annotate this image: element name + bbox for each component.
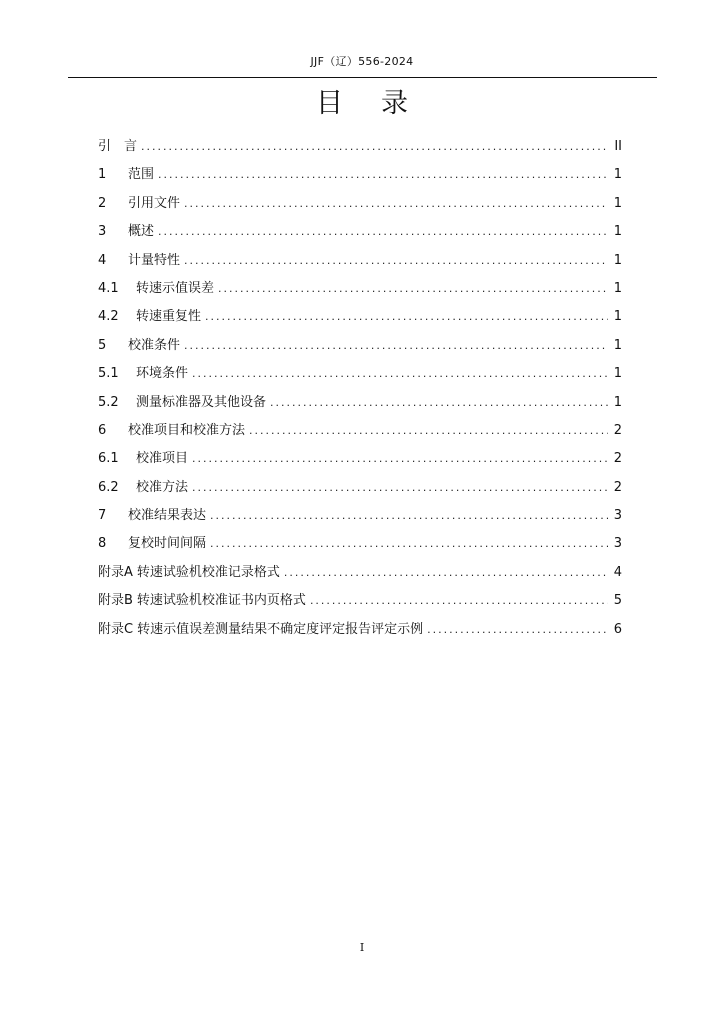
toc-entry-label: 环境条件 xyxy=(136,366,189,382)
toc-entry-page: 6 xyxy=(613,621,622,637)
toc-entry-label: 校准结果表达 xyxy=(128,508,207,524)
toc-entry-appendix-a[interactable] xyxy=(98,559,622,587)
toc-entry-page: 3 xyxy=(613,508,622,524)
toc-entry-page: 2 xyxy=(613,479,622,495)
toc-entry-page: 1 xyxy=(613,309,622,325)
toc-entry-page: 1 xyxy=(613,195,622,211)
leader-dots xyxy=(192,360,608,388)
toc-entry-label: 校准项目和校准方法 xyxy=(128,422,246,438)
toc-entry-label: 计量特性 xyxy=(128,252,181,268)
leader-dots xyxy=(205,303,608,331)
toc-entry-number: 附录A xyxy=(98,564,133,580)
toc-entry-introduction[interactable] xyxy=(98,133,622,161)
toc-entry-2[interactable] xyxy=(98,190,622,218)
toc-entry-1[interactable] xyxy=(98,161,622,189)
toc-entry-page: 1 xyxy=(613,337,622,353)
toc-entry-page: 1 xyxy=(613,224,622,240)
toc-entry-6-1[interactable] xyxy=(98,445,622,473)
toc-entry-6[interactable] xyxy=(98,417,622,445)
toc-entry-label: 转速试验机校准证书内页格式 xyxy=(136,593,306,609)
leader-dots xyxy=(210,530,608,558)
toc-entry-page: 2 xyxy=(613,422,622,438)
toc-entry-page: 4 xyxy=(613,564,622,580)
toc-entry-number: 5.2 xyxy=(98,394,119,410)
leader-dots xyxy=(184,190,608,218)
toc-entry-label: 转速示值误差测量结果不确定度评定报告评定示例 xyxy=(137,621,424,637)
toc-entry-page: II xyxy=(614,139,622,154)
toc-entry-page: 1 xyxy=(613,366,622,382)
toc-entry-4[interactable] xyxy=(98,247,622,275)
toc-entry-page: 2 xyxy=(613,451,622,467)
toc-title: 目录 xyxy=(316,88,446,119)
page-number: I xyxy=(359,941,365,954)
toc-entry-appendix-b[interactable] xyxy=(98,587,622,615)
toc-entry-label: 转速重复性 xyxy=(136,309,202,325)
toc-entry-7[interactable] xyxy=(98,502,622,530)
leader-dots xyxy=(158,161,608,189)
toc-entry-number: 3 xyxy=(98,224,107,240)
toc-entry-number: 6 xyxy=(98,422,107,438)
toc-entry-label: 测量标准器及其他设备 xyxy=(136,394,267,410)
toc-entry-4-1[interactable] xyxy=(98,275,622,303)
toc-entry-number: 5 xyxy=(98,337,107,353)
toc-entry-label: 校准条件 xyxy=(128,337,181,353)
toc-entry-page: 1 xyxy=(613,167,622,183)
toc-entry-number: 2 xyxy=(98,195,107,211)
toc-entry-page: 1 xyxy=(613,252,622,268)
toc-entry-page: 5 xyxy=(613,593,622,609)
toc-entry-5-2[interactable] xyxy=(98,389,622,417)
leader-dots xyxy=(284,559,608,587)
toc-entry-number: 6.1 xyxy=(98,451,119,467)
toc-entry-3[interactable] xyxy=(98,218,622,246)
toc-entry-label: 校准项目 xyxy=(136,451,189,467)
toc-entry-5[interactable] xyxy=(98,332,622,360)
toc-entry-label: 校准方法 xyxy=(136,479,189,495)
leader-dots xyxy=(427,616,608,644)
toc-entry-5-1[interactable] xyxy=(98,360,622,388)
toc-entry-number: 4.2 xyxy=(98,309,119,325)
toc-entry-number: 附录B xyxy=(98,593,133,609)
leader-dots xyxy=(218,275,608,303)
leader-dots xyxy=(249,417,608,445)
toc-entry-appendix-c[interactable] xyxy=(98,616,622,644)
toc-entry-page: 1 xyxy=(613,394,622,410)
toc-entry-label: 转速示值误差 xyxy=(136,280,215,296)
leader-dots xyxy=(184,247,608,275)
toc-entry-label: 概述 xyxy=(128,224,155,240)
toc-entry-number: 7 xyxy=(98,508,107,524)
toc-entry-number: 8 xyxy=(98,536,107,552)
leader-dots xyxy=(310,587,608,615)
leader-dots xyxy=(158,218,608,246)
leader-dots xyxy=(192,445,608,473)
toc-entry-label: 范围 xyxy=(128,167,155,183)
leader-dots xyxy=(210,502,608,530)
toc-entry-number: 附录C xyxy=(98,621,134,637)
toc-entry-number: 6.2 xyxy=(98,479,119,495)
toc-entry-number: 1 xyxy=(98,167,107,183)
table-of-contents xyxy=(98,133,622,644)
toc-entry-4-2[interactable] xyxy=(98,303,622,331)
toc-entry-page: 1 xyxy=(613,280,622,296)
leader-dots xyxy=(184,332,608,360)
toc-entry-label: 复校时间间隔 xyxy=(128,536,207,552)
toc-entry-label: 引 言 xyxy=(98,139,138,154)
toc-entry-number: 4.1 xyxy=(98,280,119,296)
header-rule xyxy=(68,77,657,78)
toc-entry-number: 5.1 xyxy=(98,366,119,382)
leader-dots xyxy=(270,389,608,417)
leader-dots xyxy=(192,474,608,502)
toc-entry-number: 4 xyxy=(98,252,107,268)
toc-entry-label: 引用文件 xyxy=(128,195,181,211)
toc-entry-page: 3 xyxy=(613,536,622,552)
toc-entry-label: 转速试验机校准记录格式 xyxy=(136,564,280,580)
leader-dots xyxy=(141,133,608,161)
toc-entry-6-2[interactable] xyxy=(98,474,622,502)
document-code-header: JJF（辽）556-2024 xyxy=(310,55,414,68)
toc-entry-8[interactable] xyxy=(98,530,622,558)
